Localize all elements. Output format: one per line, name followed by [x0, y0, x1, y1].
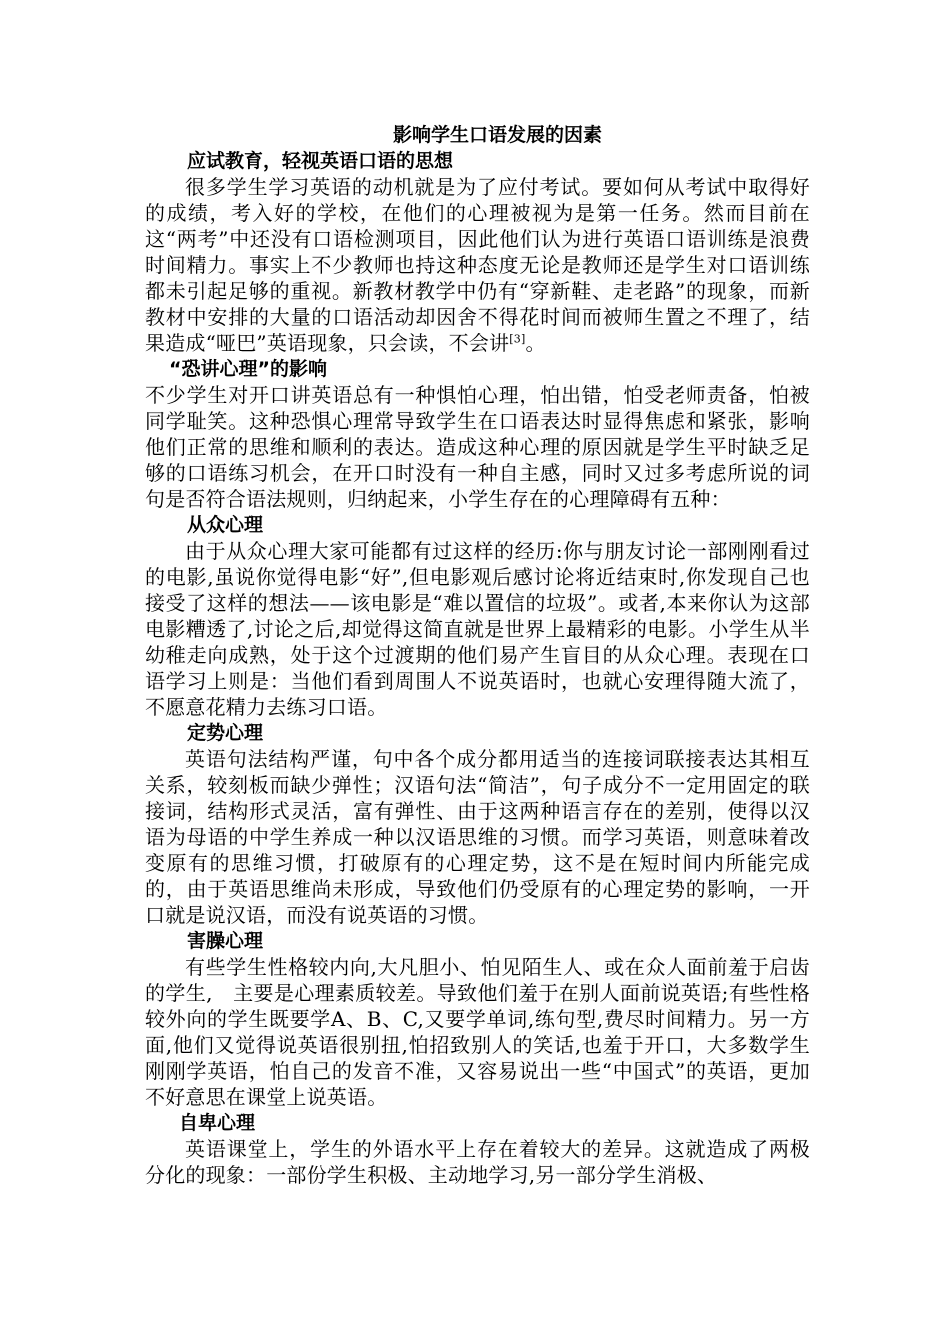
paragraph-shyness: 有些学生性格较内向,大凡胆小、怕见陌生人、或在众人面前羞于启齿的学生, 主要是心理素质较差。导致他们羞于在别人面前说英语;有些性格较外向的学生既要学A、B、C,又要学单词,练句型,费尽时间精力。另一方面,他们又觉得说英语很别扭,怕招致别人的笑话,也羞于开口，大多数学生刚刚学英语，怕自己的发音不准，又容易说出一些“中国式”的英语，更加不好意思在课堂上说英语。: [145, 955, 810, 1109]
paragraph-end: 。: [525, 331, 546, 355]
section-heading-shyness: 害臊心理: [187, 930, 264, 952]
section-heading-exam-oriented: 应试教育，轻视英语口语的思想: [187, 150, 454, 172]
document-page: [145, 122, 810, 1188]
paragraph-exam-oriented: [145, 174, 810, 356]
document-title: 影响学生口语发展的因素: [392, 124, 602, 146]
paragraph-inferiority: 英语课堂上，学生的外语水平上存在着较大的差异。这就造成了两极分化的现象：一部份学生积极、主动地学习,另一部分学生消极、: [145, 1137, 810, 1187]
paragraph-text: 很多学生学习英语的动机就是为了应付考试。要如何从考试中取得好的成绩，考入好的学校，在他们的心理被视为是第一任务。然而目前在这“两考”中还没有口语检测项目，因此他们认为进行英语口语训练是浪费时间精力。事实上不少教师也持这种态度无论是教师还是学生对口语训练都未引起足够的重视。新教材教学中仍有“穿新鞋、走老路”的现象，而新教材中安排的大量的口语活动却因舍不得花时间而被师生置之不理了，结果造成“哑巴”英语现象，只会读，不会讲: [145, 175, 810, 355]
section-heading-fear-speaking: “恐讲心理”的影响: [169, 358, 327, 380]
section-heading-inferiority: 自卑心理: [179, 1112, 256, 1134]
section-heading-mindset: 定势心理: [187, 722, 264, 744]
paragraph-mindset: 英语句法结构严谨，句中各个成分都用适当的连接词联接表达其相互关系，较刻板而缺少弹性；汉语句法“简洁”，句子成分不一定用固定的联接词，结构形式灵活，富有弹性、由于这两种语言存在的差别，使得以汉语为母语的中学生养成一种以汉语思维的习惯。而学习英语，则意味着改变原有的思维习惯，打破原有的心理定势，这不是在短时间内所能完成的，由于英语思维尚未形成，导致他们仍受原有的心理定势的影响，一开口就是说汉语，而没有说英语的习惯。: [145, 747, 810, 927]
paragraph-conformity: 由于从众心理大家可能都有过这样的经历:你与朋友讨论一部刚刚看过的电影,虽说你觉得电影“好”,但电影观后感讨论将近结束时,你发现自己也接受了这样的想法——该电影是“难以置信的垃圾”。或者,本来你认为这部电影糟透了,讨论之后,却觉得这简直就是世界上最精彩的电影。小学生从半幼稚走向成熟，处于这个过渡期的他们易产生盲目的从众心理。表现在口语学习上则是：当他们看到周围人不说英语时，也就心安理得随大流了，不愿意花精力去练习口语。: [145, 539, 810, 719]
section-heading-conformity: 从众心理: [187, 514, 264, 536]
paragraph-fear-speaking: 不少学生对开口讲英语总有一种惧怕心理，怕出错，怕受老师责备，怕被同学耻笑。这种恐惧心理常导致学生在口语表达时显得焦虑和紧张，影响他们正常的思维和顺利的表达。造成这种心理的原因就是学生平时缺乏足够的口语练习机会，在开口时没有一种自主感，同时又过多考虑所说的词句是否符合语法规则，归纳起来，小学生存在的心理障碍有五种：: [145, 383, 810, 511]
citation-ref: [3]: [509, 332, 526, 346]
